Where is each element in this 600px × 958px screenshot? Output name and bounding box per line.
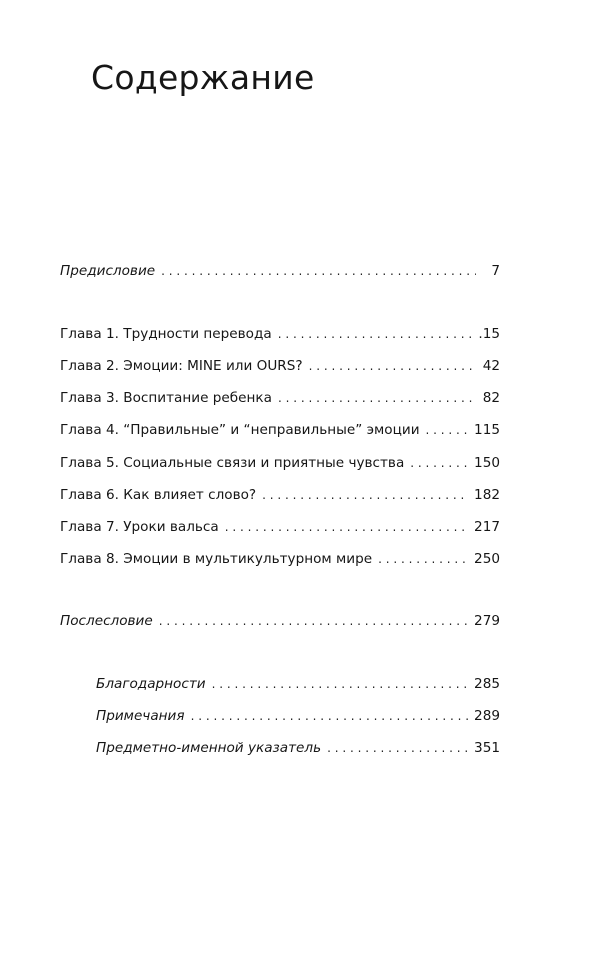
toc-entry-page: 115	[474, 422, 500, 438]
toc-entry-afterword[interactable]	[60, 612, 500, 630]
dot-leader	[225, 518, 468, 536]
toc-entry-page: 285	[474, 676, 500, 692]
page-title: Содержание	[91, 58, 315, 97]
dot-leader	[191, 707, 468, 725]
toc-entry-chapter-5[interactable]	[60, 454, 500, 472]
dot-leader	[426, 421, 469, 439]
toc-entry-label: Благодарности	[96, 676, 206, 692]
dot-leader	[161, 262, 476, 280]
toc-entry-label: Послесловие	[60, 613, 153, 629]
toc-entry-page: 150	[474, 455, 500, 471]
toc-entry-index[interactable]	[96, 739, 500, 757]
toc-entry-page: 7	[491, 263, 500, 279]
toc-entry-preface[interactable]	[60, 262, 500, 280]
toc-entry-chapter-7[interactable]	[60, 518, 500, 536]
toc-entry-label: Глава 1. Трудности перевода	[60, 326, 272, 342]
toc-entry-label: Глава 2. Эмоции: MINE или OURS?	[60, 358, 303, 374]
toc-entry-label: Глава 4. “Правильные” и “неправильные” эмоции	[60, 422, 420, 438]
toc-entry-page: 250	[474, 551, 500, 567]
toc-entry-label: Глава 7. Уроки вальса	[60, 519, 219, 535]
toc-entry-acknowledgements[interactable]	[96, 675, 500, 693]
toc-entry-chapter-2[interactable]	[60, 357, 500, 375]
toc-entry-label: Глава 6. Как влияет слово?	[60, 487, 257, 503]
dot-leader	[410, 454, 468, 472]
dot-leader	[378, 550, 468, 568]
toc-entry-page: 351	[474, 740, 500, 756]
toc-entry-label: Предметно-именной указатель	[96, 740, 322, 756]
toc-entry-page: 82	[482, 390, 500, 406]
toc-entry-notes[interactable]	[96, 707, 500, 725]
toc-entry-page: 289	[474, 708, 500, 724]
dot-leader	[278, 325, 473, 343]
toc-entry-chapter-6[interactable]	[60, 486, 500, 504]
toc-entry-label: Глава 8. Эмоции в мультикультурном мире	[60, 551, 373, 567]
toc-entry-chapter-8[interactable]	[60, 550, 500, 568]
toc-entry-chapter-4[interactable]	[60, 421, 500, 439]
toc-entry-page: 42	[482, 358, 500, 374]
dot-leader	[159, 612, 468, 630]
dot-leader	[212, 675, 468, 693]
toc-entry-page: 279	[474, 613, 500, 629]
toc-entry-page: .15	[478, 326, 500, 342]
dot-leader	[327, 739, 468, 757]
dot-leader	[262, 486, 468, 504]
toc-entry-label: Глава 5. Социальные связи и приятные чувства	[60, 455, 405, 471]
toc-entry-label: Глава 3. Воспитание ребенка	[60, 390, 272, 406]
toc-entry-chapter-1[interactable]	[60, 325, 500, 343]
toc-entry-page: 182	[474, 487, 500, 503]
toc-entry-chapter-3[interactable]	[60, 389, 500, 407]
dot-leader	[309, 357, 476, 375]
toc-entry-label: Примечания	[96, 708, 185, 724]
toc-entry-page: 217	[474, 519, 500, 535]
toc-entry-label: Предисловие	[60, 263, 156, 279]
dot-leader	[278, 389, 476, 407]
